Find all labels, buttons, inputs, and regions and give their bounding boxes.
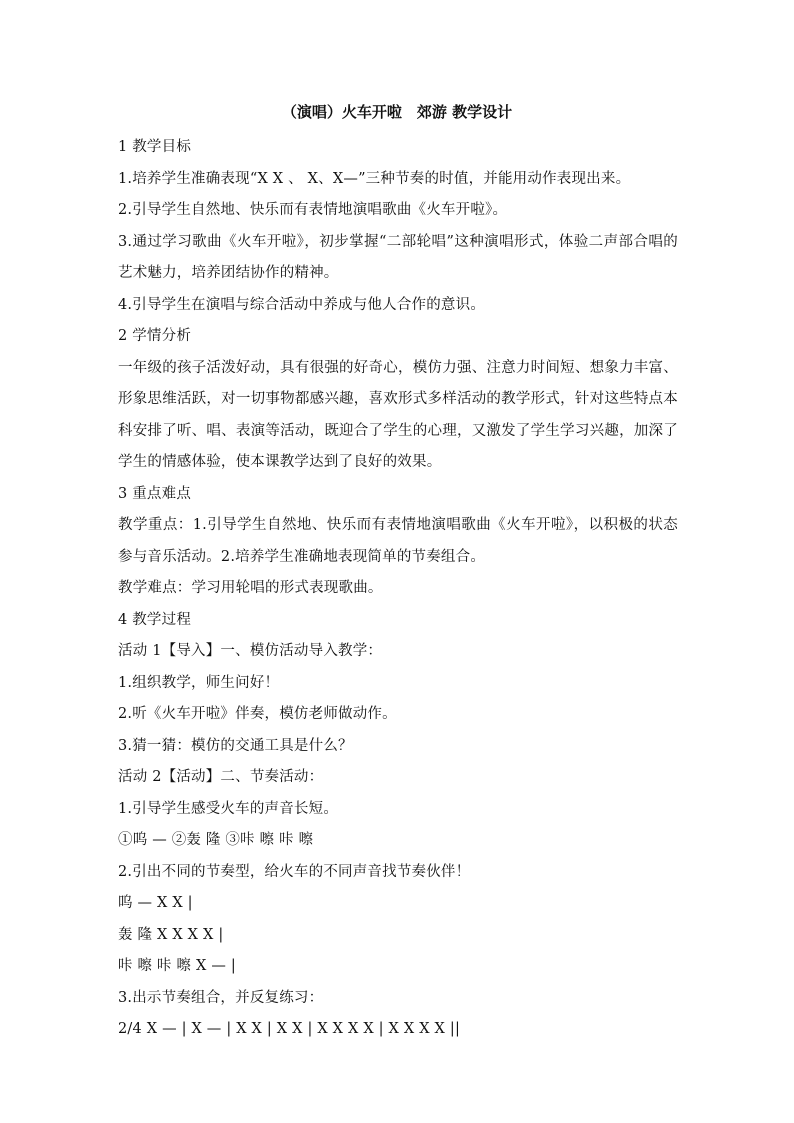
section-heading-goals: 1 教学目标: [118, 139, 192, 155]
process-line: 1.组织教学，师生问好！: [118, 674, 280, 691]
section-heading-process: 4 教学过程: [118, 611, 192, 628]
analysis-paragraph: 一年级的孩子活泼好动，具有很强的好奇心，模仿力强、注意力时间短、想象力丰富、形象思维活跃，对一切事物都感兴趣，喜欢形式多样活动的教学形式，针对这些特点本科安排了听、唱、表演等活动，既迎合了学生的心理，又激发了学生学习兴趣，加深了学生的情感体验，使本课教学达到了良好的效果。: [118, 359, 678, 470]
rhythm-line: 咔 嚓 咔 嚓 X — |: [118, 958, 236, 974]
process-line: 1.引导学生感受火车的声音长短。: [118, 800, 339, 817]
process-line: 2.引出不同的节奏型，给火车的不同声音找节奏伙伴！: [118, 863, 471, 880]
process-line: 活动 1【导入】一、模仿活动导入教学：: [118, 643, 383, 659]
document-title: （演唱）火车开啦 郊游 教学设计: [281, 103, 513, 121]
rhythm-line: 呜 — X X |: [118, 895, 193, 911]
section-heading-analysis: 2 学情分析: [118, 328, 192, 344]
process-line: 活动 2【活动】二、节奏活动：: [118, 769, 324, 785]
rhythm-combination: 2/4 X — | X — | X X | X X | X X X X | X X X X ||: [118, 1021, 461, 1037]
goal-item: 2.引导学生自然地、快乐而有表情地演唱歌曲《火车开啦》。: [118, 202, 508, 218]
process-line: ①呜 — ②轰 隆 ③咔 嚓 咔 嚓: [118, 832, 314, 848]
goal-item: 4.引导学生在演唱与综合活动中养成与他人合作的意识。: [118, 296, 486, 313]
goal-item: 1.培养学生准确表现“X X 、 X、X—”三种节奏的时值，并能用动作表现出来。: [118, 170, 631, 187]
document-body: [118, 132, 678, 1046]
process-line: 3.出示节奏组合，并反复练习：: [118, 989, 324, 1006]
goal-item: 3.通过学习歌曲《火车开啦》，初步掌握“二部轮唱”这种演唱形式，体验二声部合唱的艺术魅力，培养团结协作的精神。: [118, 233, 678, 281]
section-heading-keypoints: 3 重点难点: [118, 485, 192, 502]
teaching-difficulty: 教学难点：学习用轮唱的形式表现歌曲。: [118, 580, 383, 596]
process-line: 3.猜一猜：模仿的交通工具是什么？: [118, 737, 353, 754]
teaching-focus: 教学重点：1.引导学生自然地、快乐而有表情地演唱歌曲《火车开啦》，以积极的状态参与音乐活动。2.培养学生准确地表现简单的节奏组合。: [118, 517, 678, 565]
process-line: 2.听《火车开啦》伴奏，模仿老师做动作。: [118, 706, 397, 722]
rhythm-line: 轰 隆 X X X X |: [118, 926, 224, 943]
